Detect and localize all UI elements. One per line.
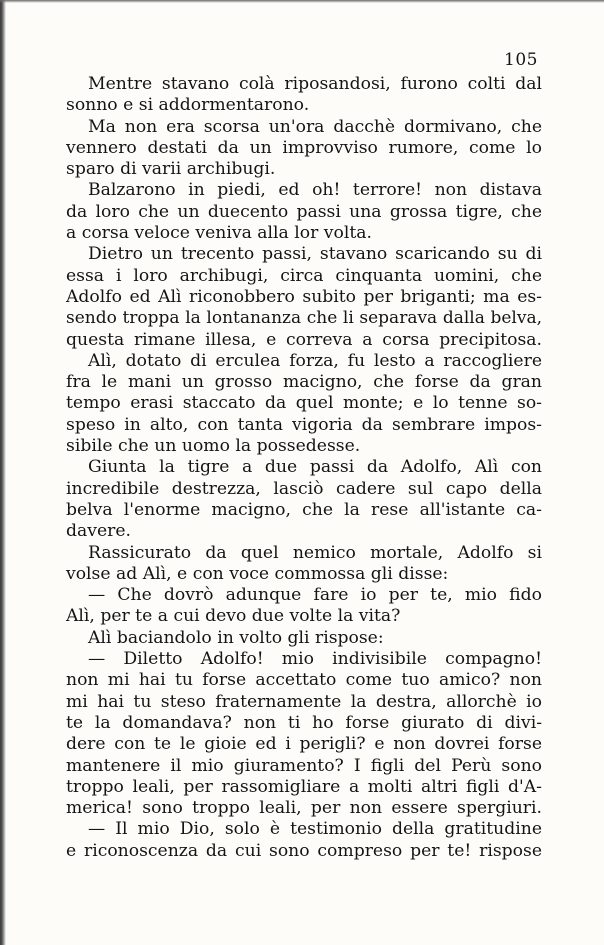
text-line: non mi hai tu forse accettato come tuo amico? non (66, 670, 542, 691)
text-line: mi hai tu steso fraternamente la destra, allorchè io (66, 691, 542, 712)
body-text (66, 74, 542, 862)
text-line: Balzarono in piedi, ed oh! terrore! non distava (88, 180, 542, 201)
text-line: Rassicurato da quel nemico mortale, Adolfo si (88, 542, 542, 563)
text-line: sendo troppa la lontananza che li separava dalla belva, (66, 308, 542, 329)
text-line: Mentre stavano colà riposandosi, furono colti dal (88, 74, 542, 94)
page-number: 105 (504, 50, 538, 70)
text-line: sonno e si addormentarono. (66, 95, 310, 116)
text-line: mantenere il mio giuramento? I figli del Perù sono (66, 755, 542, 776)
text-line: davere. (66, 521, 131, 542)
text-line: — Diletto Adolfo! mio indivisibile compagno! (88, 649, 542, 670)
text-line: sparo di varii archibugi. (66, 159, 276, 180)
text-line: — Che dovrò adunque fare io per te, mio fido (88, 585, 542, 606)
text-line: sibile che un uomo la possedesse. (66, 436, 361, 457)
text-line: merica! sono troppo leali, per non essere spergiuri. (66, 798, 542, 819)
page-top-edge (0, 0, 604, 3)
text-line: Adolfo ed Alì riconobbero subito per briganti; ma es- (66, 286, 542, 307)
text-line: troppo leali, per rassomigliare a molti altri figli d'A- (66, 776, 542, 797)
text-line: Ma non era scorsa un'ora dacchè dormivano, che (88, 116, 542, 137)
text-line: te la domandava? non ti ho forse giurato di divi- (66, 712, 542, 733)
text-line: fra le mani un grosso macigno, che forse da gran (66, 372, 542, 393)
text-line: belva l'enorme macigno, che la rese all'istante ca- (66, 499, 542, 520)
text-line: dere con te le gioie ed i perigli? e non dovrei forse (66, 734, 542, 755)
text-line: vennero destati da un improvviso rumore, come lo (66, 137, 542, 158)
text-line: speso in alto, con tanta vigoria da sembrare impos- (66, 414, 542, 435)
page-binding-edge (0, 0, 6, 945)
text-line: — Il mio Dio, solo è testimonio della gratitudine (88, 819, 542, 840)
text-line: essa i loro archibugi, circa cinquanta uomini, che (66, 265, 542, 286)
text-line: Alì, dotato di erculea forza, fu lesto a raccogliere (88, 350, 542, 371)
text-line: Giunta la tigre a due passi da Adolfo, Alì con (88, 457, 542, 478)
text-line: volse ad Alì, e con voce commossa gli disse: (66, 563, 449, 584)
text-line: Dietro un trecento passi, stavano scaricando su di (88, 244, 542, 265)
text-line: a corsa veloce veniva alla lor volta. (66, 223, 372, 244)
text-line: incredibile destrezza, lasciò cadere sul capo della (66, 478, 542, 499)
text-line: questa rimane illesa, e correva a corsa precipitosa. (66, 329, 542, 350)
text-line: Alì baciandolo in volto gli rispose: (88, 627, 384, 648)
text-line: da loro che un duecento passi una grossa tigre, che (66, 201, 542, 222)
text-line: tempo erasi staccato da quel monte; e lo tenne so- (66, 393, 542, 414)
text-line: e riconoscenza da cui sono compreso per te! rispose (66, 840, 542, 861)
text-line: Alì, per te a cui devo due volte la vita? (66, 606, 401, 627)
